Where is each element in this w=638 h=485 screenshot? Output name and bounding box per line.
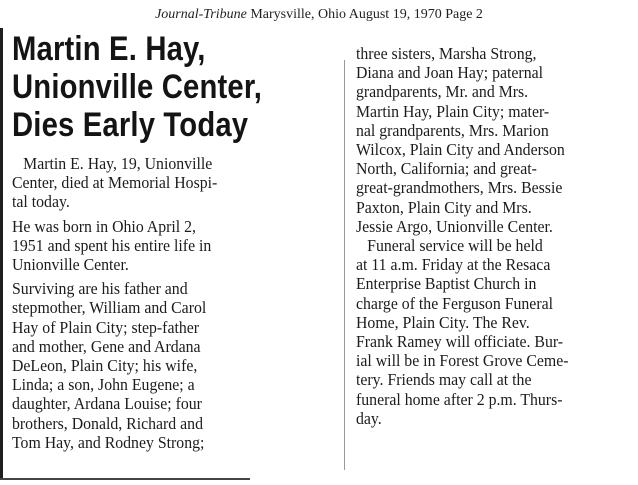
text-line: 1951 and spent his entire life in	[12, 235, 212, 255]
text-line: nal grandparents, Mrs. Marion	[356, 120, 549, 140]
text-line: Funeral service will be held	[367, 236, 543, 256]
paragraph-intro	[12, 154, 288, 212]
text-line: Frank Ramey will officiate. Bur-	[356, 332, 564, 352]
text-line: DeLeon, Plain City; his wife,	[12, 356, 198, 376]
text-line: Wilcox, Plain City and Anderson	[356, 140, 565, 160]
paragraph-survivors-continued	[356, 44, 632, 236]
text-line: Martin E. Hay, 19, Unionville	[23, 154, 213, 173]
page-number: Page 2	[445, 7, 483, 22]
publication-date: August 19, 1970	[348, 7, 442, 22]
text-line: brothers, Donald, Richard and	[12, 413, 203, 433]
text-line: funeral home after 2 p.m. Thurs-	[356, 389, 563, 409]
left-border-rule	[0, 28, 3, 480]
text-line: Center, died at Memorial Hospi-	[12, 173, 218, 193]
text-line: Unionville Center.	[12, 255, 129, 275]
column-divider	[344, 60, 345, 470]
text-line: Jessie Argo, Unionville Center.	[356, 216, 553, 236]
text-line: great-grandmothers, Mrs. Bessie	[356, 178, 563, 198]
text-line: daughter, Ardana Louise; four	[12, 394, 202, 414]
dateline	[0, 6, 638, 24]
text-line: grandparents, Mr. and Mrs.	[356, 82, 529, 102]
text-line: three sisters, Marsha Strong,	[356, 44, 537, 63]
right-column	[356, 44, 632, 428]
text-line: stepmother, William and Carol	[12, 298, 207, 318]
text-line: ial will be in Forest Grove Ceme-	[356, 351, 569, 371]
headline	[12, 30, 296, 144]
paragraph-funeral	[356, 236, 632, 428]
text-line: charge of the Ferguson Funeral	[356, 293, 554, 313]
text-line: Home, Plain City. The Rev.	[356, 312, 530, 332]
text-line: day.	[356, 408, 382, 428]
paragraph-survivors	[12, 279, 288, 452]
text-line: Enterprise Baptist Church in	[356, 274, 537, 294]
text-line: Martin Hay, Plain City; mater-	[356, 101, 550, 121]
headline-line: Dies Early Today	[12, 106, 249, 144]
text-line: Tom Hay, and Rodney Strong;	[12, 432, 205, 452]
text-line: tal today.	[12, 192, 70, 212]
left-column	[12, 154, 288, 452]
text-line: Diana and Joan Hay; paternal	[356, 63, 544, 83]
text-line: Linda; a son, John Eugene; a	[12, 375, 195, 395]
text-line: North, California; and great-	[356, 159, 537, 179]
bottom-border-rule	[0, 478, 250, 480]
text-line: tery. Friends may call at the	[356, 370, 532, 390]
text-line: at 11 a.m. Friday at the Resaca	[356, 255, 551, 275]
text-line: Surviving are his father and	[12, 279, 188, 299]
text-line: and mother, Gene and Ardana	[12, 336, 201, 356]
text-line: Paxton, Plain City and Mrs.	[356, 197, 532, 217]
publication-city: Marysville, Ohio	[250, 7, 347, 22]
headline-line: Martin E. Hay,	[12, 30, 206, 68]
text-line: Hay of Plain City; step-father	[12, 317, 200, 337]
paragraph-birth	[12, 217, 288, 275]
headline-line: Unionville Center,	[12, 68, 263, 106]
publication-name: Journal-Tribune	[155, 7, 247, 22]
text-line: He was born in Ohio April 2,	[12, 216, 196, 236]
